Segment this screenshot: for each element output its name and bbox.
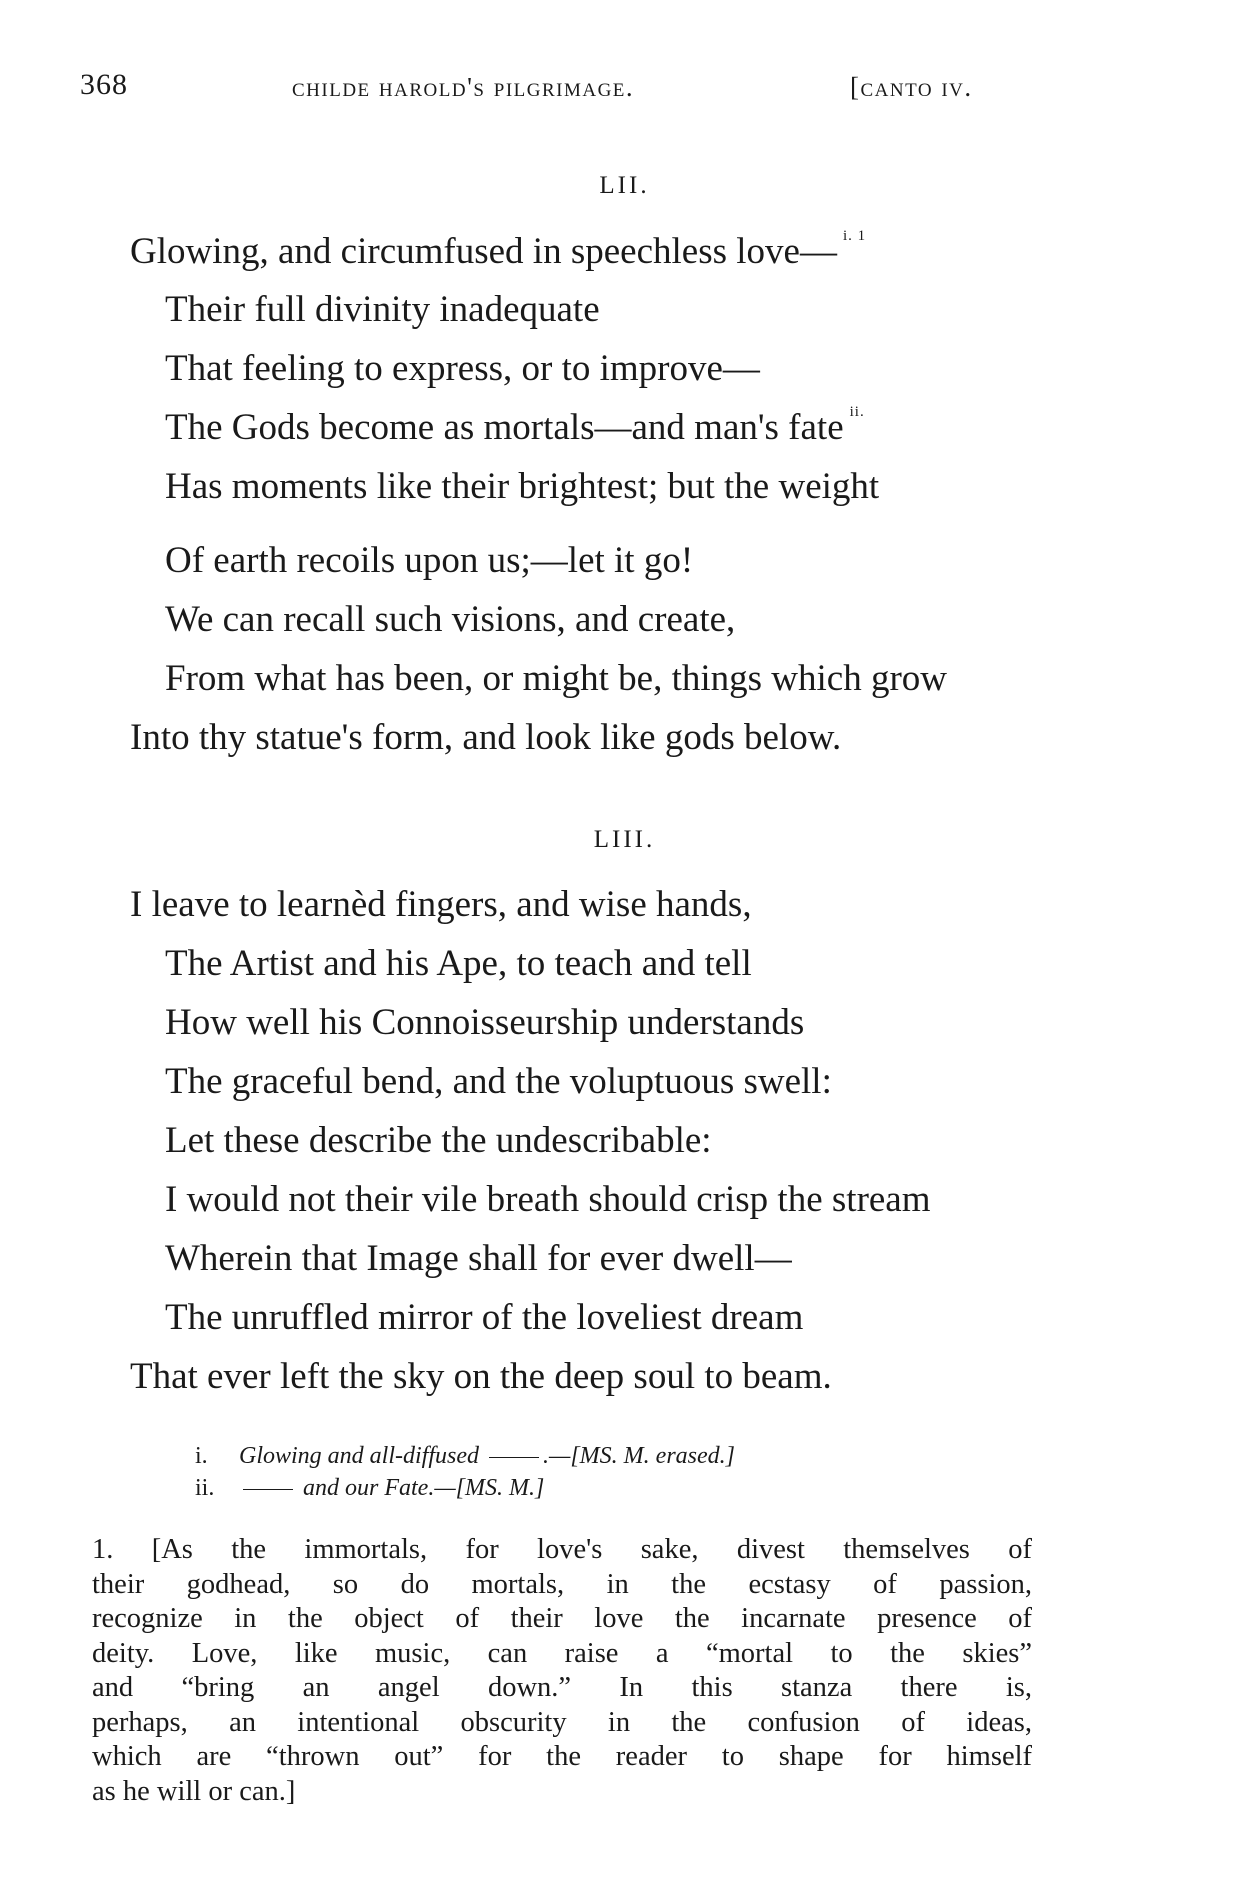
variant-source: .—[MS. M. erased.] <box>543 1443 735 1469</box>
variant-source: —[MS. M.] <box>434 1475 545 1501</box>
poem-line: Of earth recoils upon us;—let it go! <box>165 540 694 581</box>
variant-text: and our Fate. <box>303 1475 435 1501</box>
canto-label: [canto iv. <box>850 72 973 102</box>
stanza-numeral: LIII. <box>593 826 656 853</box>
variant-number: i. <box>195 1443 208 1469</box>
note-line: as he will or can.] <box>92 1775 296 1807</box>
poem-line: I leave to learnèd fingers, and wise hands, <box>130 884 752 925</box>
poem-line: I would not their vile breath should crisp the stream <box>165 1179 931 1220</box>
note-line: and “bring an angel down.” In this stanza there is, <box>92 1672 1032 1703</box>
running-title: childe harold's pilgrimage. <box>292 72 635 102</box>
poem-line: We can recall such visions, and create, <box>165 599 736 640</box>
poem-line: Glowing, and circumfused in speechless love— $^{i. 1}$ <box>130 228 867 272</box>
poem-line: From what has been, or might be, things which grow <box>165 658 948 699</box>
poem-line: Wherein that Image shall for ever dwell— <box>165 1238 792 1279</box>
note-reference: i. 1 <box>842 228 867 244</box>
note-line: perhaps, an intentional obscurity in the confusion of ideas, <box>92 1706 1032 1738</box>
note-line: recognize in the object of their love the incarnate presence of <box>92 1603 1032 1634</box>
poem-line: Has moments like their brightest; but the weight <box>165 466 880 507</box>
running-header <box>80 68 1040 108</box>
variant-note <box>195 1472 735 1504</box>
commentary-note <box>92 1533 1032 1809</box>
dash-rule <box>489 1457 539 1458</box>
poem-line: Into thy statue's form, and look like gods below. <box>130 717 842 758</box>
dash-rule <box>243 1489 293 1490</box>
variant-readings <box>195 1440 735 1504</box>
variant-number: ii. <box>195 1475 215 1501</box>
poem-line: That feeling to express, or to improve— <box>165 348 760 389</box>
poem-line: The graceful bend, and the voluptuous swell: <box>165 1061 832 1102</box>
variant-note <box>195 1440 735 1472</box>
poem-line: The unruffled mirror of the loveliest dream <box>165 1297 804 1338</box>
poem-line: Let these describe the undescribable: <box>165 1120 712 1161</box>
note-line: deity. Love, like music, can raise a “mortal to the skies” <box>92 1637 1032 1669</box>
poem-line: How well his Connoisseurship understands <box>165 1002 805 1043</box>
poem-line: That ever left the sky on the deep soul to beam. <box>130 1356 832 1397</box>
page-number: 368 <box>80 68 128 101</box>
note-line: their godhead, so do mortals, in the ecstasy of passion, <box>92 1568 1032 1600</box>
note-line: which are “thrown out” for the reader to shape for himself <box>92 1741 1032 1772</box>
poem-line: Their full divinity inadequate <box>165 289 600 330</box>
stanza-numeral: LII. <box>599 172 650 199</box>
variant-text: Glowing and all-diffused <box>239 1443 479 1469</box>
poem-line: The Artist and his Ape, to teach and tell <box>165 943 752 984</box>
note-reference: ii. <box>849 404 865 420</box>
poem-line: The Gods become as mortals—and man's fate $^{ii.}$ <box>165 404 865 448</box>
note-line: 1. [As the immortals, for love's sake, divest themselves of <box>92 1534 1032 1565</box>
